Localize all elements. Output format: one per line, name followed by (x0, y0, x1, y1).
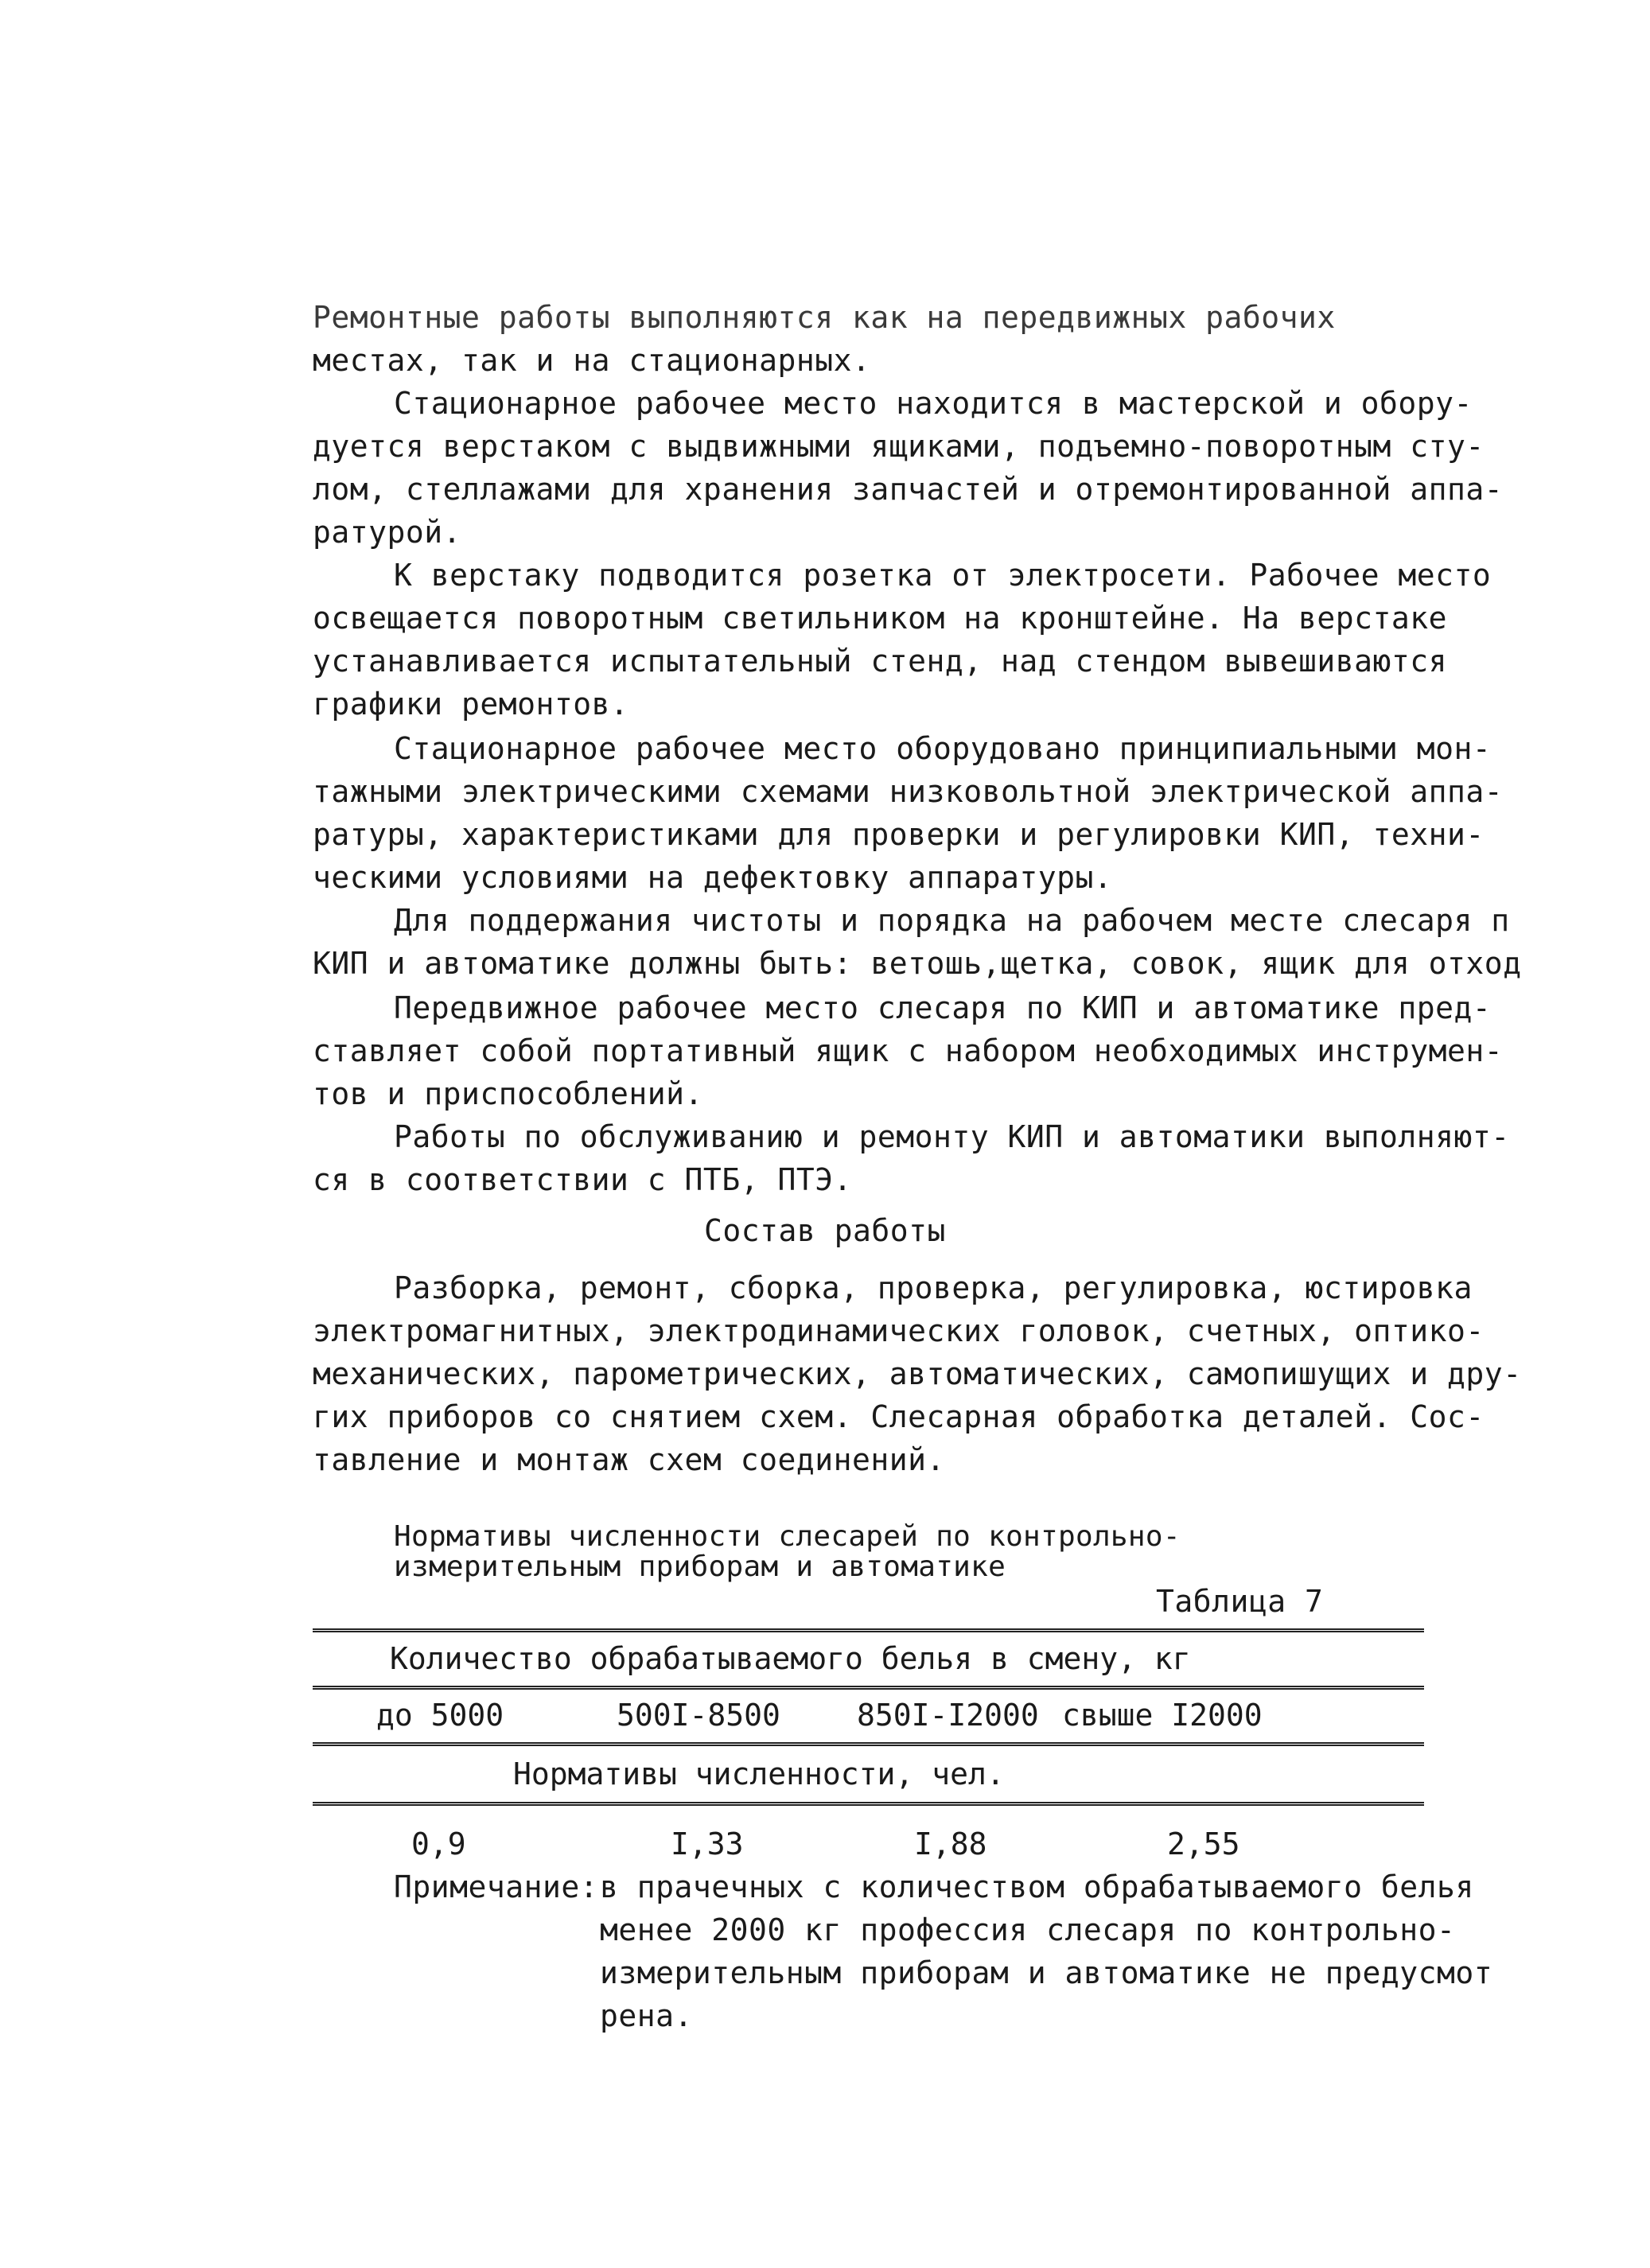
table-header: Количество обрабатываемого белья в смену, кг (390, 1641, 1191, 1676)
table-subheader-rule (313, 1802, 1424, 1806)
body-line-11: Стационарное рабочее место оборудовано принципиальными мон- (394, 731, 1492, 766)
body-line-6: ратурой. (313, 515, 462, 550)
body-line-9: устанавливается испытательный стенд, над стендом вывешиваются (313, 644, 1448, 679)
work-line-1: Разборка, ремонт, сборка, проверка, регулировка, юстировка (394, 1270, 1473, 1305)
table-ranges-rule (313, 1742, 1424, 1746)
range-cell-4: свыше I2000 (1062, 1698, 1263, 1733)
work-line-3: механических, парометрических, автоматических, самопишущих и дру- (313, 1356, 1522, 1391)
note-line-1: в прачечных с количеством обрабатываемого белья (600, 1869, 1474, 1904)
value-cell-2: I,33 (671, 1826, 744, 1861)
work-line-4: гих приборов со снятием схем. Слесарная обработка деталей. Сос- (313, 1399, 1485, 1434)
body-line-19: тов и приспособлений. (313, 1076, 703, 1111)
body-line-17: Передвижное рабочее место слесаря по КИП и автоматике пред- (394, 990, 1492, 1025)
table-label: Таблица 7 (1156, 1584, 1324, 1619)
range-cell-1: до 5000 (376, 1698, 504, 1733)
body-line-1: Ремонтные работы выполняются как на передвижных рабочих (313, 300, 1336, 335)
body-line-10: графики ремонтов. (313, 687, 629, 722)
work-line-2: электромагнитных, электродинамических головок, счетных, оптико- (313, 1313, 1485, 1348)
range-cell-3: 850I-I2000 (857, 1698, 1039, 1733)
value-cell-4: 2,55 (1167, 1826, 1240, 1861)
body-line-3: Стационарное рабочее место находится в мастерской и обору- (394, 386, 1473, 421)
value-cell-3: I,88 (914, 1826, 987, 1861)
work-line-5: тавление и монтаж схем соединений. (313, 1442, 945, 1477)
note-line-3: измерительным приборам и автоматике не предусмот (600, 1955, 1493, 1990)
value-cell-1: 0,9 (411, 1826, 466, 1861)
section-title: Состав работы (704, 1213, 946, 1248)
body-line-20: Работы по обслуживанию и ремонту КИП и автоматики выполняют- (394, 1119, 1510, 1154)
body-line-14: ческими условиями на дефектовку аппаратуры. (313, 860, 1113, 895)
body-line-8: освещается поворотным светильником на кронштейне. На верстаке (313, 601, 1448, 636)
table-subheader: Нормативы численности, чел. (513, 1756, 1005, 1791)
body-line-7: К верстаку подводится розетка от электросети. Рабочее место (394, 558, 1492, 593)
body-line-16: КИП и автоматике должны быть: ветошь,щетка, совок, ящик для отход (313, 946, 1522, 981)
body-line-18: ставляет собой портативный ящик с набором необходимых инструмен- (313, 1033, 1504, 1068)
table-caption-line-1: Нормативы численности слесарей по контрольно- (394, 1520, 1181, 1553)
body-line-12: тажными электрическими схемами низковольтной электрической аппа- (313, 774, 1504, 809)
table-caption-line-2: измерительным приборам и автоматике (394, 1550, 1006, 1583)
note-line-4: рена. (600, 1998, 693, 2033)
body-line-4: дуется верстаком с выдвижными ящиками, подъемно-поворотным сту- (313, 429, 1485, 464)
body-line-15: Для поддержания чистоты и порядка на рабочем месте слесаря п (394, 903, 1510, 938)
body-line-13: ратуры, характеристиками для проверки и регулировки КИП, техни- (313, 817, 1485, 852)
table-header-rule (313, 1686, 1424, 1690)
note-label: Примечание: (394, 1869, 599, 1904)
range-cell-2: 500I-8500 (617, 1698, 780, 1733)
body-line-21: ся в соответствии с ПТБ, ПТЭ. (313, 1162, 852, 1197)
body-line-2: местах, так и на стационарных. (313, 343, 871, 378)
note-line-2: менее 2000 кг профессия слесаря по контрольно- (600, 1912, 1456, 1947)
body-line-5: лом, стеллажами для хранения запчастей и отремонтированной аппа- (313, 472, 1504, 507)
table-top-rule (313, 1628, 1424, 1632)
